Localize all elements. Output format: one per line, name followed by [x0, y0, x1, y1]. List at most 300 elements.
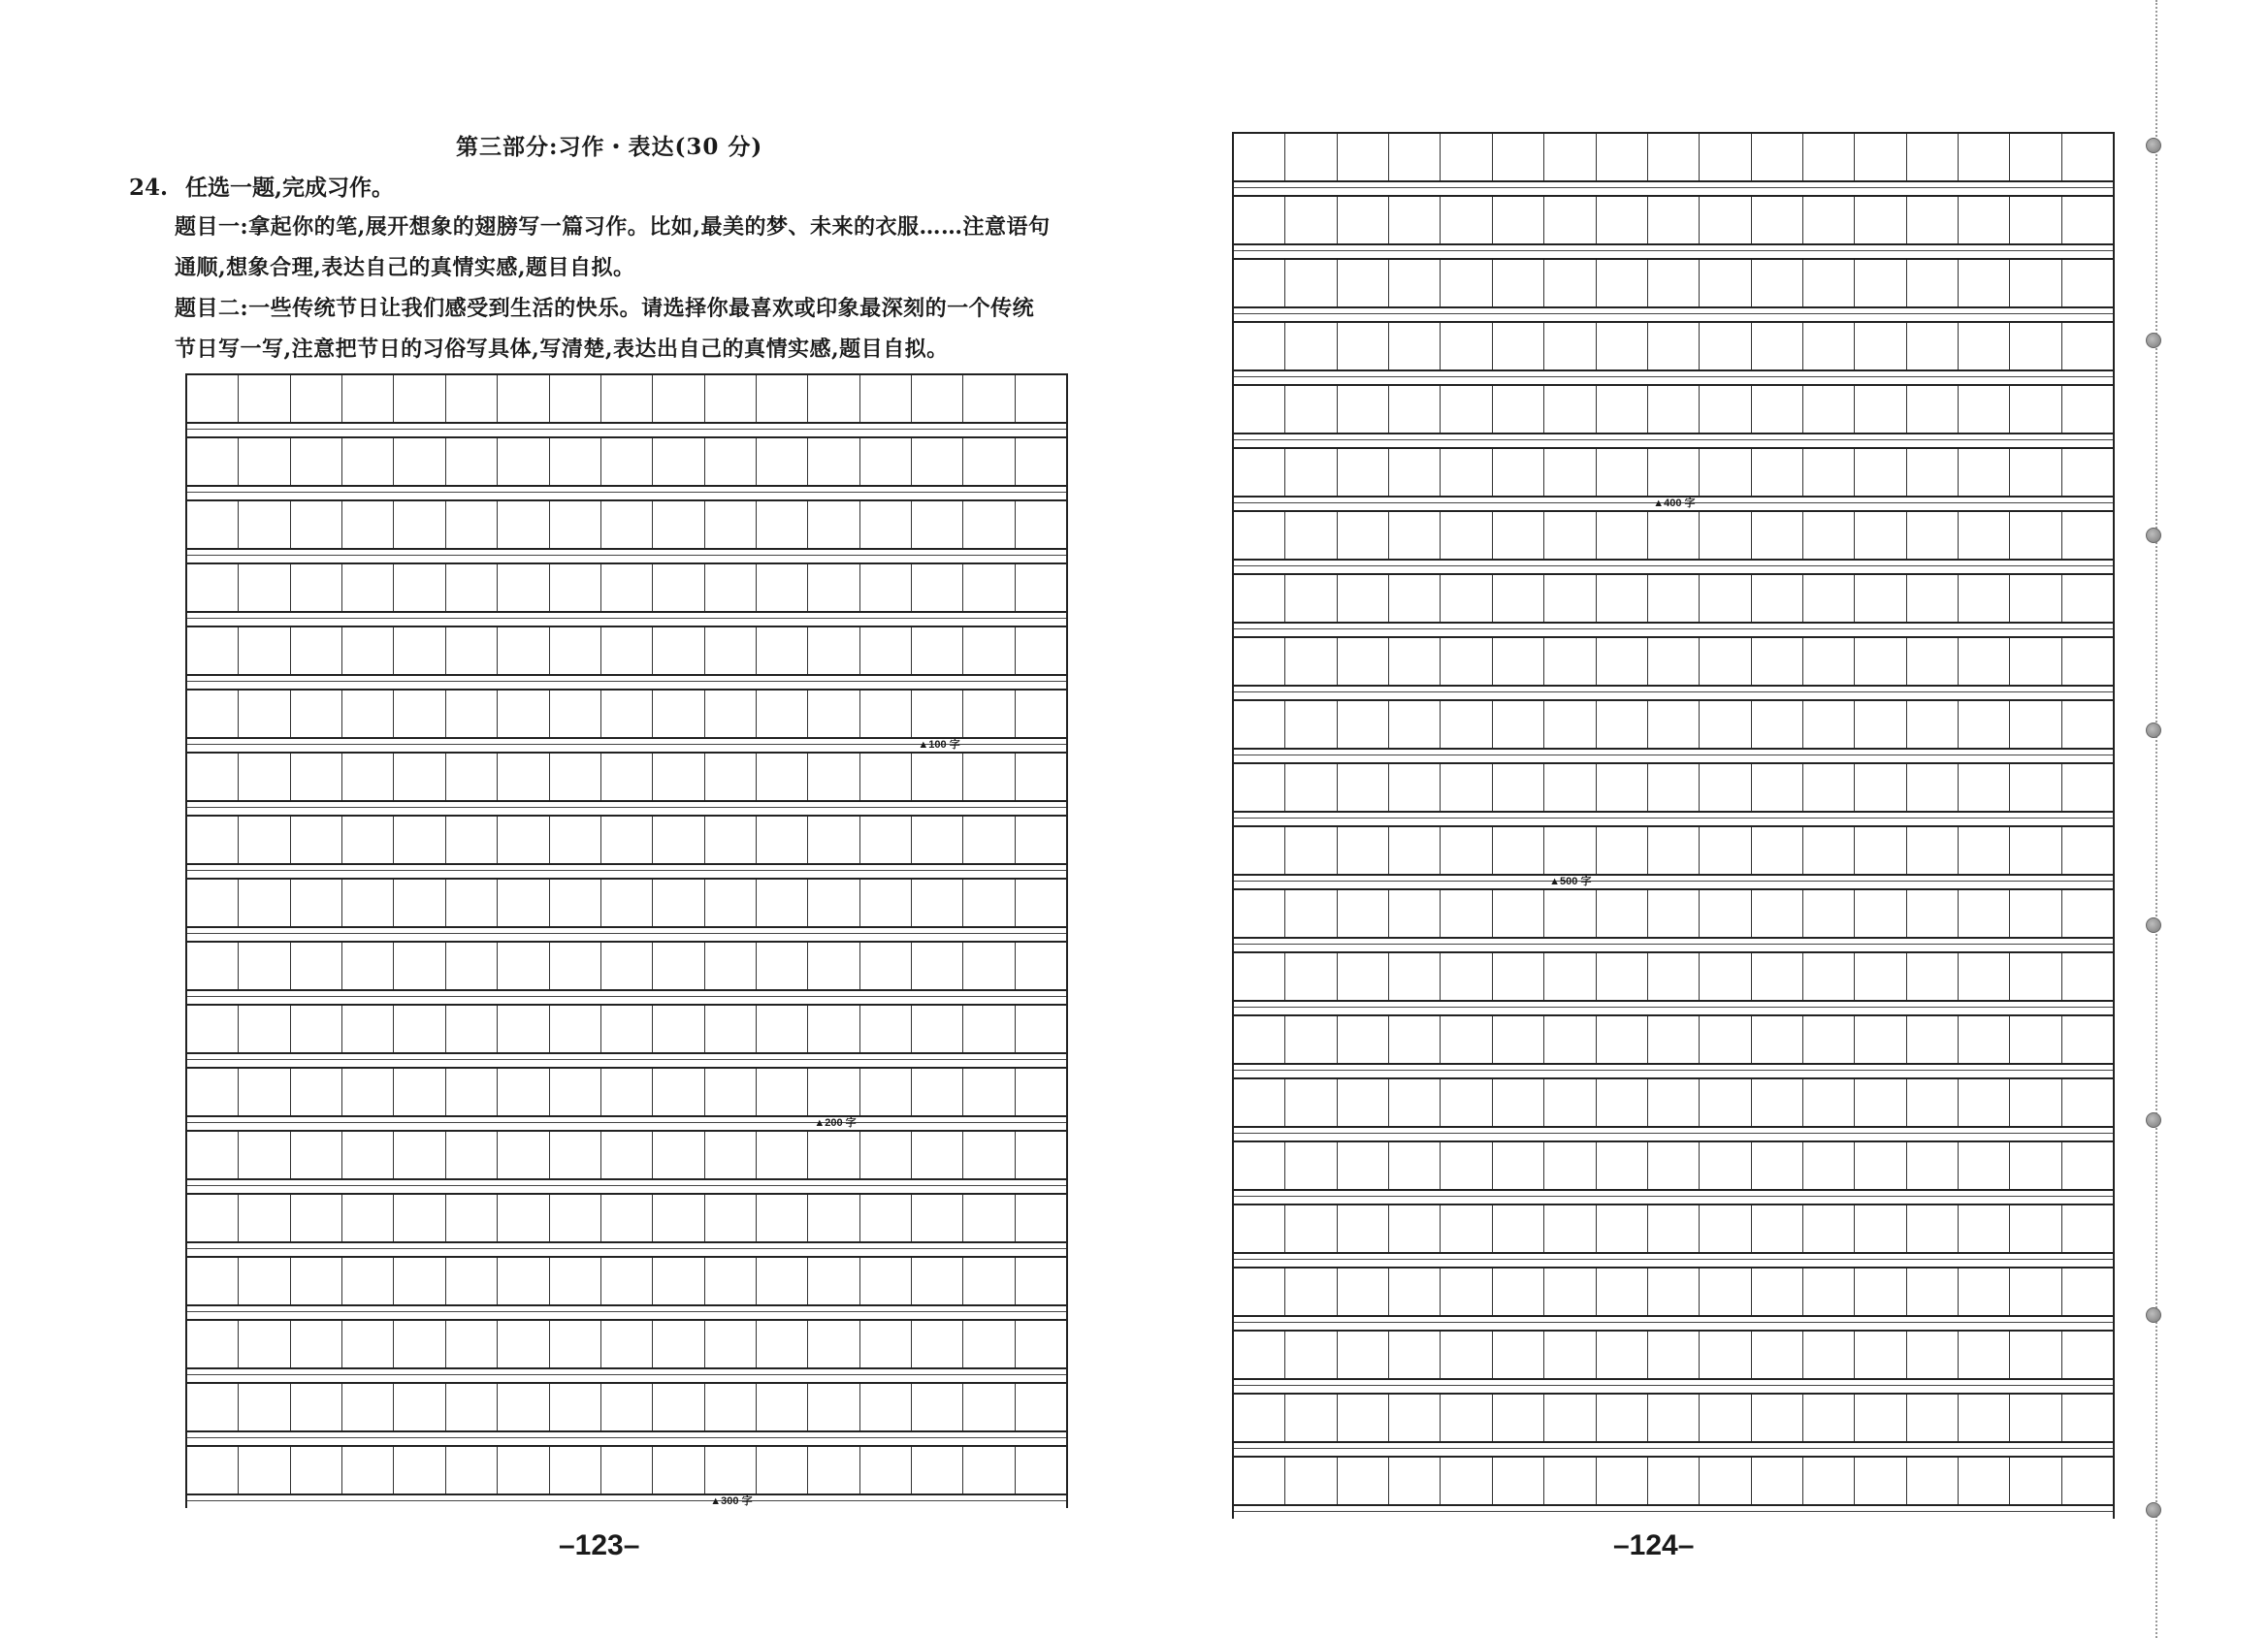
grid-cell[interactable] [1493, 1205, 1544, 1252]
grid-cell[interactable] [601, 438, 653, 485]
grid-cell[interactable] [1544, 1016, 1596, 1063]
grid-cell[interactable] [1389, 575, 1441, 622]
grid-cell[interactable] [1493, 134, 1544, 180]
grid-cell[interactable] [342, 1132, 394, 1178]
grid-cell[interactable] [446, 1447, 498, 1493]
grid-cell[interactable] [1959, 449, 2010, 496]
grid-cell[interactable] [446, 1258, 498, 1304]
grid-cell[interactable] [705, 943, 757, 989]
grid-cell[interactable] [1234, 1332, 1285, 1378]
grid-cell[interactable] [1855, 1142, 1906, 1189]
grid-cell[interactable] [550, 1006, 601, 1052]
grid-cell[interactable] [2062, 1079, 2113, 1126]
grid-cell[interactable] [446, 691, 498, 737]
grid-cell[interactable] [1016, 943, 1066, 989]
grid-cell[interactable] [1389, 1079, 1441, 1126]
grid-cell[interactable] [2010, 1458, 2061, 1504]
grid-cell[interactable] [239, 943, 290, 989]
grid-cell[interactable] [1234, 1016, 1285, 1063]
grid-cell[interactable] [2010, 764, 2061, 811]
grid-cell[interactable] [342, 1069, 394, 1115]
grid-cell[interactable] [808, 1132, 859, 1178]
grid-cell[interactable] [1016, 1384, 1066, 1430]
grid-cell[interactable] [1493, 575, 1544, 622]
grid-cell[interactable] [1544, 701, 1596, 748]
grid-cell[interactable] [1389, 134, 1441, 180]
grid-cell[interactable] [498, 501, 549, 548]
grid-cell[interactable] [1803, 1016, 1855, 1063]
grid-cell[interactable] [808, 880, 859, 926]
grid-cell[interactable] [1907, 953, 1959, 1000]
grid-cell[interactable] [291, 1321, 342, 1367]
grid-cell[interactable] [291, 880, 342, 926]
grid-cell[interactable] [342, 1195, 394, 1241]
grid-cell[interactable] [1959, 197, 2010, 243]
grid-cell[interactable] [1700, 827, 1751, 874]
grid-cell[interactable] [1441, 323, 1492, 369]
grid-cell[interactable] [1441, 575, 1492, 622]
grid-cell[interactable] [394, 817, 445, 863]
grid-cell[interactable] [705, 1258, 757, 1304]
grid-cell[interactable] [1855, 953, 1906, 1000]
grid-cell[interactable] [1016, 1132, 1066, 1178]
grid-cell[interactable] [601, 1069, 653, 1115]
grid-cell[interactable] [1907, 1269, 1959, 1315]
grid-cell[interactable] [239, 438, 290, 485]
grid-cell[interactable] [1700, 1205, 1751, 1252]
grid-cell[interactable] [1597, 953, 1648, 1000]
grid-cell[interactable] [1803, 1458, 1855, 1504]
grid-cell[interactable] [498, 943, 549, 989]
grid-cell[interactable] [963, 375, 1015, 422]
grid-cell[interactable] [1803, 323, 1855, 369]
grid-cell[interactable] [1700, 1079, 1751, 1126]
grid-cell[interactable] [1544, 1079, 1596, 1126]
grid-cell[interactable] [498, 564, 549, 611]
grid-cell[interactable] [2062, 1395, 2113, 1441]
grid-cell[interactable] [187, 375, 239, 422]
grid-cell[interactable] [1597, 1458, 1648, 1504]
grid-cell[interactable] [1597, 764, 1648, 811]
grid-cell[interactable] [1597, 512, 1648, 559]
grid-cell[interactable] [912, 564, 963, 611]
grid-cell[interactable] [1803, 701, 1855, 748]
grid-cell[interactable] [1752, 575, 1803, 622]
grid-cell[interactable] [1441, 260, 1492, 306]
grid-cell[interactable] [2010, 1016, 2061, 1063]
grid-cell[interactable] [1752, 1079, 1803, 1126]
grid-cell[interactable] [291, 1069, 342, 1115]
grid-cell[interactable] [342, 1447, 394, 1493]
grid-cell[interactable] [446, 564, 498, 611]
grid-cell[interactable] [1700, 1269, 1751, 1315]
grid-cell[interactable] [187, 501, 239, 548]
grid-cell[interactable] [757, 438, 808, 485]
grid-cell[interactable] [446, 754, 498, 800]
grid-cell[interactable] [1234, 953, 1285, 1000]
grid-cell[interactable] [239, 754, 290, 800]
grid-cell[interactable] [1752, 827, 1803, 874]
grid-cell[interactable] [1959, 701, 2010, 748]
grid-cell[interactable] [187, 1006, 239, 1052]
grid-cell[interactable] [1234, 1205, 1285, 1252]
grid-cell[interactable] [1338, 1142, 1389, 1189]
grid-cell[interactable] [1441, 1205, 1492, 1252]
grid-cell[interactable] [498, 1447, 549, 1493]
grid-cell[interactable] [705, 438, 757, 485]
grid-cell[interactable] [1389, 449, 1441, 496]
grid-cell[interactable] [1493, 764, 1544, 811]
grid-cell[interactable] [1285, 1142, 1337, 1189]
grid-cell[interactable] [1648, 386, 1700, 433]
grid-cell[interactable] [2062, 1269, 2113, 1315]
grid-cell[interactable] [550, 1447, 601, 1493]
grid-cell[interactable] [1389, 1016, 1441, 1063]
grid-cell[interactable] [860, 627, 912, 674]
grid-cell[interactable] [705, 880, 757, 926]
grid-cell[interactable] [601, 943, 653, 989]
grid-cell[interactable] [1338, 1458, 1389, 1504]
grid-cell[interactable] [1493, 260, 1544, 306]
grid-cell[interactable] [1855, 323, 1906, 369]
grid-cell[interactable] [1700, 197, 1751, 243]
grid-cell[interactable] [2010, 953, 2061, 1000]
grid-cell[interactable] [394, 564, 445, 611]
grid-cell[interactable] [1700, 1332, 1751, 1378]
grid-cell[interactable] [2062, 386, 2113, 433]
grid-cell[interactable] [187, 1258, 239, 1304]
grid-cell[interactable] [705, 1447, 757, 1493]
grid-cell[interactable] [1544, 1269, 1596, 1315]
grid-cell[interactable] [1855, 827, 1906, 874]
grid-cell[interactable] [394, 1321, 445, 1367]
grid-cell[interactable] [963, 1195, 1015, 1241]
grid-cell[interactable] [342, 691, 394, 737]
grid-cell[interactable] [1285, 1079, 1337, 1126]
grid-cell[interactable] [1597, 323, 1648, 369]
grid-cell[interactable] [1338, 1079, 1389, 1126]
grid-cell[interactable] [394, 1447, 445, 1493]
grid-cell[interactable] [2062, 1016, 2113, 1063]
grid-cell[interactable] [342, 627, 394, 674]
grid-cell[interactable] [705, 1132, 757, 1178]
grid-cell[interactable] [1803, 1142, 1855, 1189]
grid-cell[interactable] [653, 501, 704, 548]
grid-cell[interactable] [1700, 638, 1751, 685]
grid-cell[interactable] [1389, 890, 1441, 937]
grid-cell[interactable] [291, 501, 342, 548]
grid-cell[interactable] [550, 564, 601, 611]
grid-cell[interactable] [1803, 575, 1855, 622]
grid-cell[interactable] [394, 627, 445, 674]
grid-cell[interactable] [1959, 1079, 2010, 1126]
grid-cell[interactable] [1441, 764, 1492, 811]
grid-cell[interactable] [757, 691, 808, 737]
grid-cell[interactable] [1234, 386, 1285, 433]
grid-cell[interactable] [912, 1447, 963, 1493]
grid-cell[interactable] [963, 1132, 1015, 1178]
grid-cell[interactable] [860, 754, 912, 800]
grid-cell[interactable] [187, 691, 239, 737]
grid-cell[interactable] [2010, 575, 2061, 622]
grid-cell[interactable] [1493, 1079, 1544, 1126]
grid-cell[interactable] [757, 627, 808, 674]
grid-cell[interactable] [860, 1384, 912, 1430]
grid-cell[interactable] [1959, 260, 2010, 306]
grid-cell[interactable] [601, 817, 653, 863]
grid-cell[interactable] [1597, 1205, 1648, 1252]
grid-cell[interactable] [1907, 1205, 1959, 1252]
grid-cell[interactable] [963, 627, 1015, 674]
grid-cell[interactable] [1016, 501, 1066, 548]
grid-cell[interactable] [1907, 575, 1959, 622]
grid-cell[interactable] [342, 1384, 394, 1430]
grid-cell[interactable] [446, 1195, 498, 1241]
grid-cell[interactable] [2062, 449, 2113, 496]
grid-cell[interactable] [1907, 512, 1959, 559]
grid-cell[interactable] [1544, 575, 1596, 622]
grid-cell[interactable] [342, 375, 394, 422]
grid-cell[interactable] [239, 1132, 290, 1178]
grid-cell[interactable] [963, 1006, 1015, 1052]
grid-cell[interactable] [757, 1195, 808, 1241]
grid-cell[interactable] [239, 1195, 290, 1241]
grid-cell[interactable] [1285, 197, 1337, 243]
grid-cell[interactable] [342, 438, 394, 485]
grid-cell[interactable] [1544, 1142, 1596, 1189]
grid-cell[interactable] [1441, 638, 1492, 685]
grid-cell[interactable] [1389, 638, 1441, 685]
grid-cell[interactable] [1855, 1332, 1906, 1378]
grid-cell[interactable] [1285, 323, 1337, 369]
grid-cell[interactable] [912, 817, 963, 863]
grid-cell[interactable] [653, 1447, 704, 1493]
grid-cell[interactable] [1907, 449, 1959, 496]
grid-cell[interactable] [2010, 1079, 2061, 1126]
grid-cell[interactable] [1338, 323, 1389, 369]
grid-cell[interactable] [1803, 1332, 1855, 1378]
grid-cell[interactable] [1648, 701, 1700, 748]
grid-cell[interactable] [1441, 1332, 1492, 1378]
grid-cell[interactable] [860, 817, 912, 863]
grid-cell[interactable] [1648, 1395, 1700, 1441]
grid-cell[interactable] [1648, 1205, 1700, 1252]
grid-cell[interactable] [1597, 449, 1648, 496]
grid-cell[interactable] [1016, 1069, 1066, 1115]
grid-cell[interactable] [498, 1195, 549, 1241]
grid-cell[interactable] [1544, 638, 1596, 685]
grid-cell[interactable] [757, 1321, 808, 1367]
grid-cell[interactable] [239, 1006, 290, 1052]
grid-cell[interactable] [1338, 449, 1389, 496]
grid-cell[interactable] [1016, 1195, 1066, 1241]
grid-cell[interactable] [808, 1006, 859, 1052]
grid-cell[interactable] [1700, 575, 1751, 622]
grid-cell[interactable] [1907, 323, 1959, 369]
grid-cell[interactable] [2062, 638, 2113, 685]
grid-cell[interactable] [291, 1195, 342, 1241]
grid-cell[interactable] [1441, 386, 1492, 433]
grid-cell[interactable] [1648, 827, 1700, 874]
grid-cell[interactable] [1959, 575, 2010, 622]
grid-cell[interactable] [1752, 890, 1803, 937]
grid-cell[interactable] [291, 817, 342, 863]
grid-cell[interactable] [2010, 449, 2061, 496]
grid-cell[interactable] [291, 375, 342, 422]
grid-cell[interactable] [653, 564, 704, 611]
grid-cell[interactable] [1752, 1205, 1803, 1252]
grid-cell[interactable] [860, 691, 912, 737]
grid-cell[interactable] [601, 880, 653, 926]
grid-cell[interactable] [1493, 512, 1544, 559]
grid-cell[interactable] [187, 1069, 239, 1115]
grid-cell[interactable] [705, 1006, 757, 1052]
grid-cell[interactable] [1234, 827, 1285, 874]
grid-cell[interactable] [1389, 1458, 1441, 1504]
grid-cell[interactable] [757, 1384, 808, 1430]
grid-cell[interactable] [1441, 1079, 1492, 1126]
grid-cell[interactable] [1752, 1016, 1803, 1063]
grid-cell[interactable] [239, 375, 290, 422]
grid-cell[interactable] [705, 1321, 757, 1367]
grid-cell[interactable] [1441, 449, 1492, 496]
grid-cell[interactable] [1803, 638, 1855, 685]
grid-cell[interactable] [1338, 386, 1389, 433]
grid-cell[interactable] [1597, 260, 1648, 306]
grid-cell[interactable] [757, 1006, 808, 1052]
grid-cell[interactable] [1285, 827, 1337, 874]
grid-cell[interactable] [1338, 575, 1389, 622]
grid-cell[interactable] [912, 691, 963, 737]
grid-cell[interactable] [291, 691, 342, 737]
grid-cell[interactable] [653, 1132, 704, 1178]
grid-cell[interactable] [394, 1069, 445, 1115]
grid-cell[interactable] [239, 880, 290, 926]
grid-cell[interactable] [860, 1258, 912, 1304]
grid-cell[interactable] [550, 943, 601, 989]
grid-cell[interactable] [653, 1006, 704, 1052]
grid-cell[interactable] [1544, 449, 1596, 496]
grid-cell[interactable] [291, 943, 342, 989]
grid-cell[interactable] [1234, 323, 1285, 369]
grid-cell[interactable] [1016, 754, 1066, 800]
grid-cell[interactable] [757, 375, 808, 422]
grid-cell[interactable] [498, 1132, 549, 1178]
grid-cell[interactable] [808, 1447, 859, 1493]
grid-cell[interactable] [963, 1258, 1015, 1304]
grid-cell[interactable] [1959, 1269, 2010, 1315]
grid-cell[interactable] [1493, 449, 1544, 496]
grid-cell[interactable] [912, 1069, 963, 1115]
grid-cell[interactable] [1285, 890, 1337, 937]
grid-cell[interactable] [1855, 449, 1906, 496]
grid-cell[interactable] [860, 438, 912, 485]
grid-cell[interactable] [1907, 1395, 1959, 1441]
grid-cell[interactable] [860, 564, 912, 611]
grid-cell[interactable] [1285, 512, 1337, 559]
grid-cell[interactable] [601, 375, 653, 422]
grid-cell[interactable] [1338, 1332, 1389, 1378]
grid-cell[interactable] [1752, 953, 1803, 1000]
grid-cell[interactable] [2010, 1142, 2061, 1189]
grid-cell[interactable] [1648, 1079, 1700, 1126]
grid-cell[interactable] [1493, 890, 1544, 937]
grid-cell[interactable] [860, 1132, 912, 1178]
grid-cell[interactable] [1803, 890, 1855, 937]
grid-cell[interactable] [2062, 512, 2113, 559]
grid-cell[interactable] [1907, 764, 1959, 811]
grid-cell[interactable] [1648, 638, 1700, 685]
grid-cell[interactable] [1234, 638, 1285, 685]
grid-cell[interactable] [1907, 638, 1959, 685]
grid-cell[interactable] [1752, 197, 1803, 243]
grid-cell[interactable] [912, 501, 963, 548]
grid-cell[interactable] [1338, 827, 1389, 874]
grid-cell[interactable] [1016, 1258, 1066, 1304]
grid-cell[interactable] [550, 817, 601, 863]
grid-cell[interactable] [2062, 134, 2113, 180]
grid-cell[interactable] [653, 1258, 704, 1304]
grid-cell[interactable] [860, 1447, 912, 1493]
grid-cell[interactable] [239, 1258, 290, 1304]
grid-cell[interactable] [187, 754, 239, 800]
grid-cell[interactable] [705, 1384, 757, 1430]
grid-cell[interactable] [1389, 323, 1441, 369]
grid-cell[interactable] [1389, 701, 1441, 748]
grid-cell[interactable] [860, 501, 912, 548]
grid-cell[interactable] [1493, 1269, 1544, 1315]
grid-cell[interactable] [550, 880, 601, 926]
grid-cell[interactable] [808, 754, 859, 800]
grid-cell[interactable] [1803, 953, 1855, 1000]
grid-cell[interactable] [1648, 890, 1700, 937]
grid-cell[interactable] [1234, 1458, 1285, 1504]
grid-cell[interactable] [860, 880, 912, 926]
grid-cell[interactable] [1752, 134, 1803, 180]
grid-cell[interactable] [2062, 197, 2113, 243]
grid-cell[interactable] [963, 1447, 1015, 1493]
grid-cell[interactable] [912, 943, 963, 989]
grid-cell[interactable] [394, 691, 445, 737]
grid-cell[interactable] [2010, 890, 2061, 937]
grid-cell[interactable] [1907, 701, 1959, 748]
grid-cell[interactable] [1285, 1332, 1337, 1378]
grid-cell[interactable] [653, 1069, 704, 1115]
grid-cell[interactable] [239, 501, 290, 548]
grid-cell[interactable] [1234, 1269, 1285, 1315]
grid-cell[interactable] [601, 1006, 653, 1052]
grid-cell[interactable] [550, 1321, 601, 1367]
grid-cell[interactable] [1441, 890, 1492, 937]
grid-cell[interactable] [757, 1069, 808, 1115]
grid-cell[interactable] [1597, 1016, 1648, 1063]
grid-cell[interactable] [1907, 197, 1959, 243]
grid-cell[interactable] [1855, 890, 1906, 937]
grid-cell[interactable] [1752, 1395, 1803, 1441]
grid-cell[interactable] [498, 691, 549, 737]
grid-cell[interactable] [187, 1384, 239, 1430]
grid-cell[interactable] [394, 754, 445, 800]
grid-cell[interactable] [1752, 449, 1803, 496]
grid-cell[interactable] [394, 501, 445, 548]
grid-cell[interactable] [2062, 260, 2113, 306]
grid-cell[interactable] [705, 564, 757, 611]
grid-cell[interactable] [1544, 323, 1596, 369]
grid-cell[interactable] [239, 564, 290, 611]
grid-cell[interactable] [1597, 1142, 1648, 1189]
grid-cell[interactable] [1700, 260, 1751, 306]
grid-cell[interactable] [498, 627, 549, 674]
